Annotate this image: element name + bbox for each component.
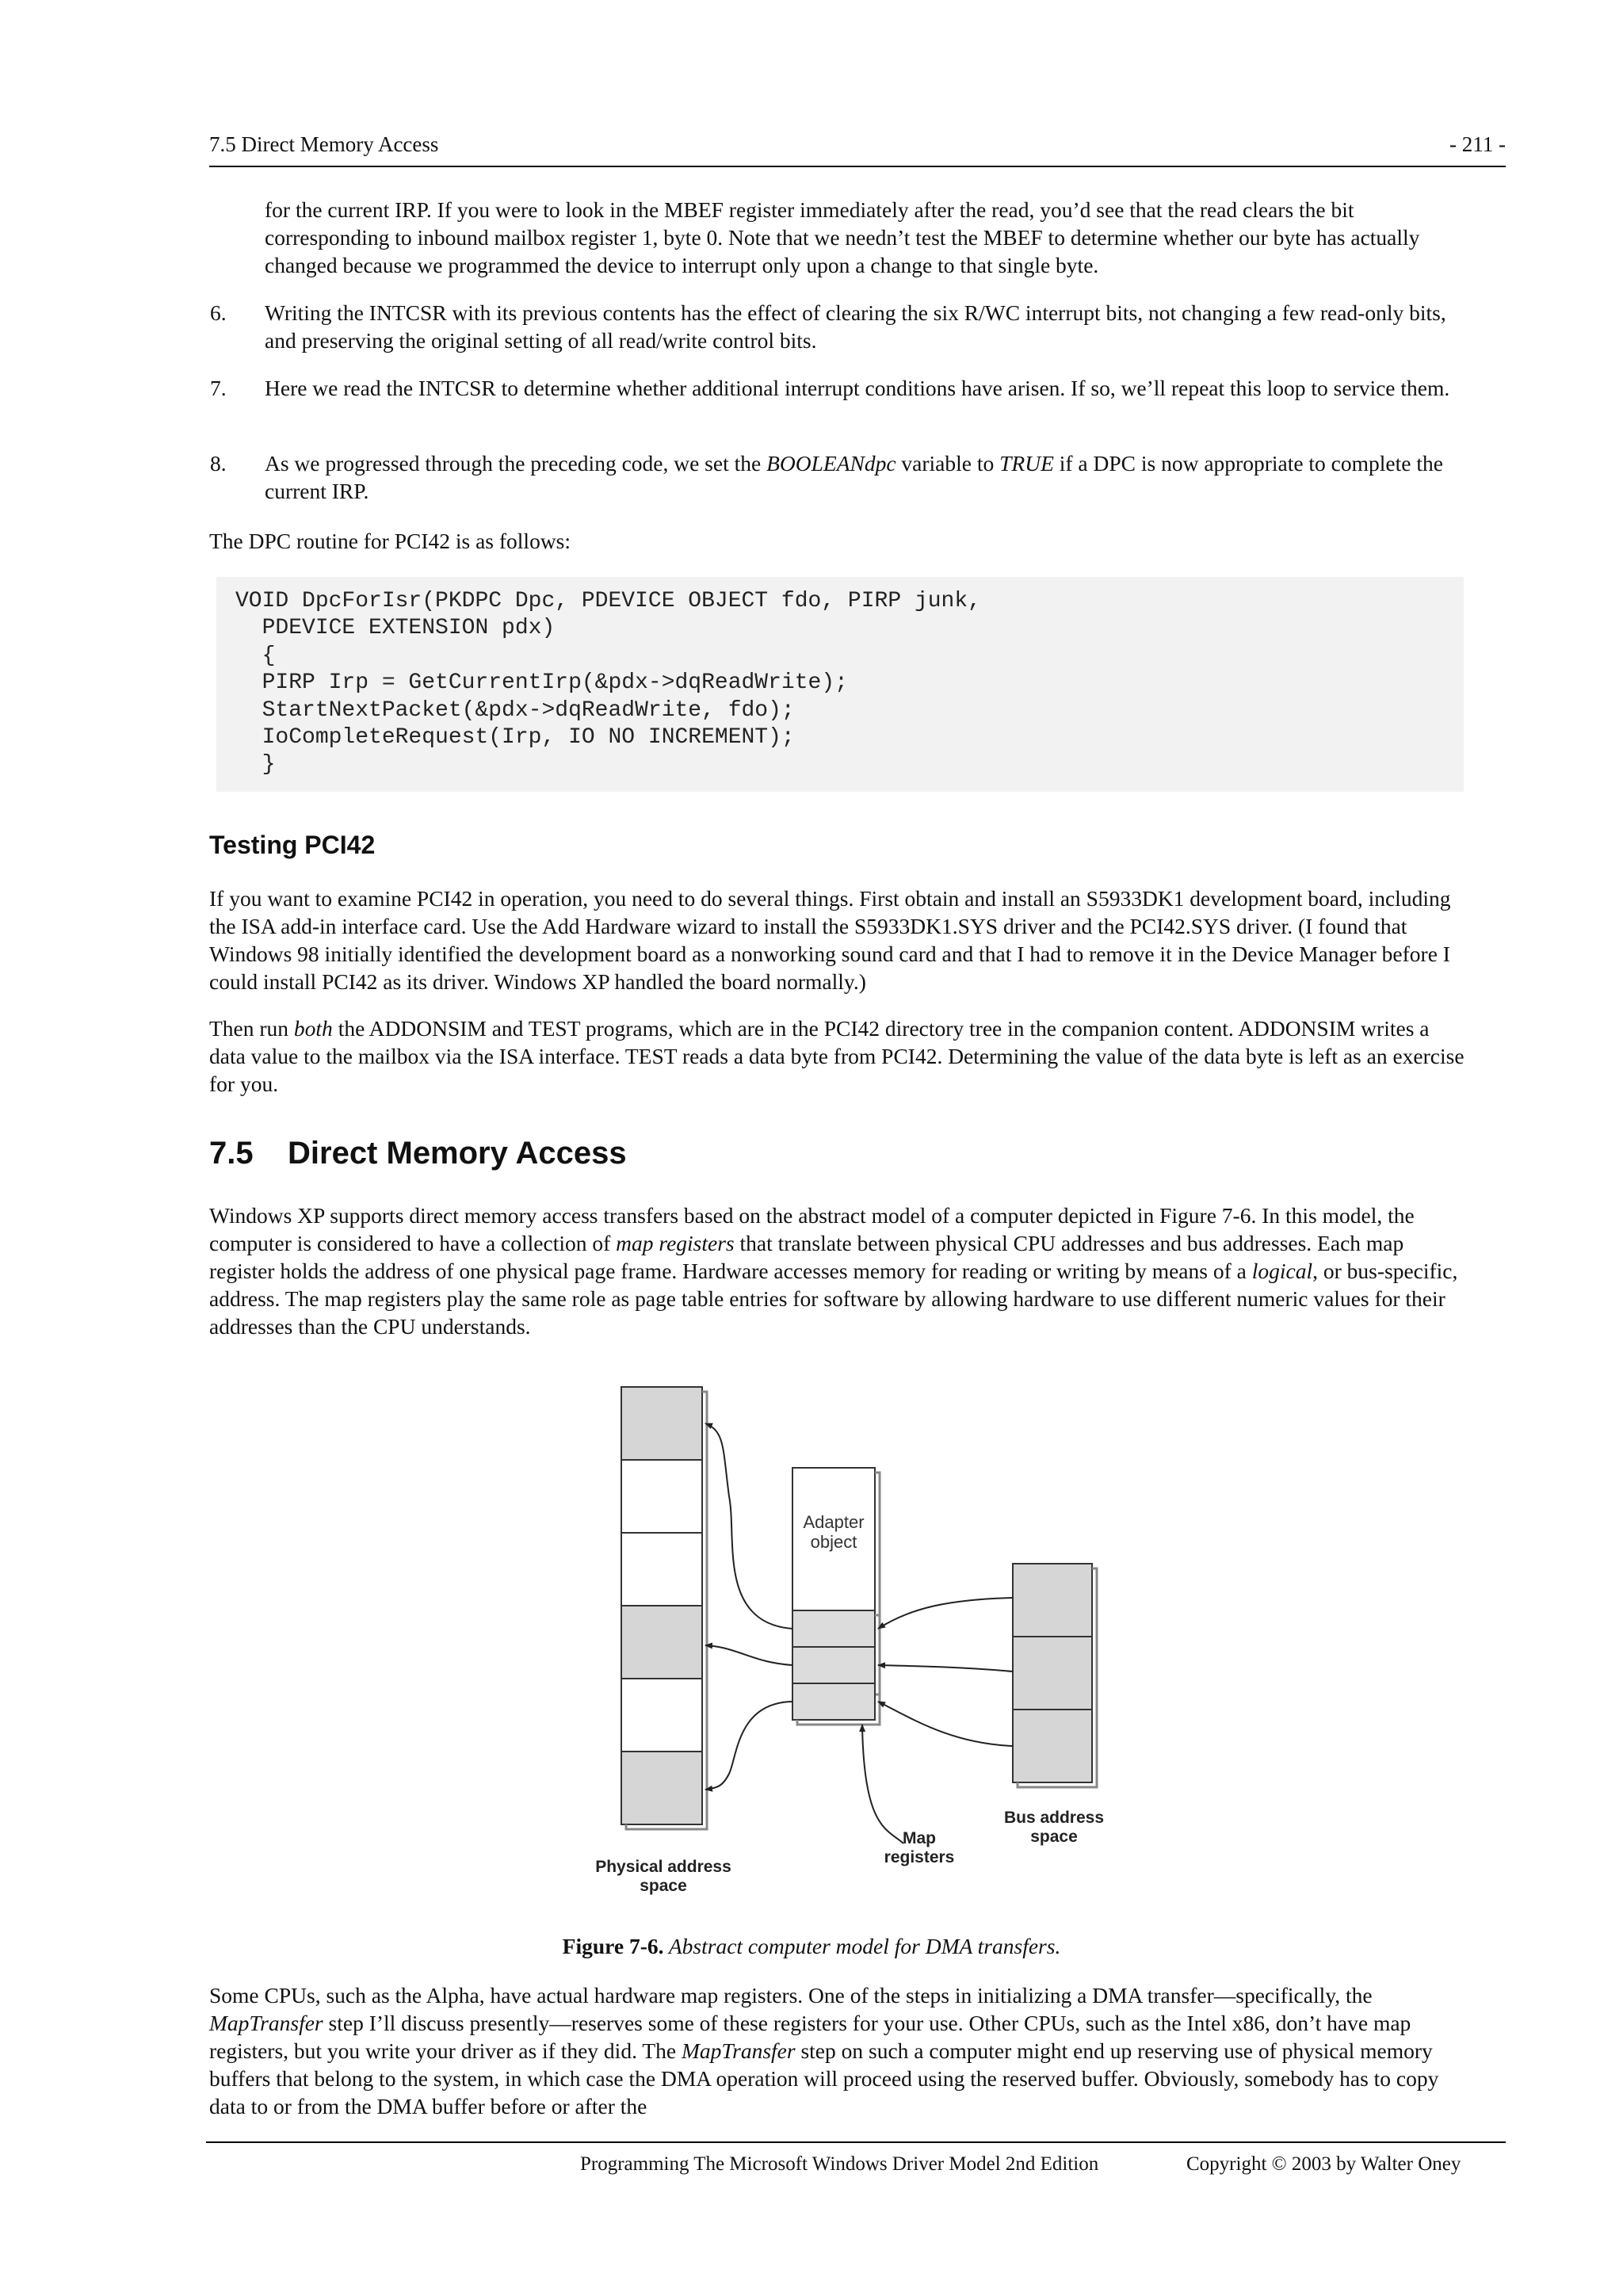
- code-listing: VOID DpcForIsr(PKDPC Dpc, PDEVICE OBJECT fdo, PIRP junk, PDEVICE EXTENSION pdx) { PIRP Irp = GetCurrentIrp(&pdx->dqReadWrite); StartNextPacket(&pdx->dqReadWrite, fdo); IoCompleteRequest(Irp, IO NO INCREMENT); }: [235, 589, 981, 777]
- section-title: Direct Memory Access: [288, 1136, 627, 1171]
- figure-caption: [0, 1934, 1623, 1959]
- running-header: [209, 129, 1506, 167]
- mapping-arrow: [705, 1423, 792, 1629]
- bus-address-space: [1013, 1564, 1097, 1787]
- footer-book-title: Programming The Microsoft Windows Driver Model 2nd Edition: [580, 2153, 1099, 2175]
- header-page-number: - 211 -: [1449, 132, 1506, 156]
- dma-paragraph-2: Some CPUs, such as the Alpha, have actual hardware map registers. One of the steps in initializing a DMA transfer—specifically, the MapTransfer step I’ll discuss presently—reserves some of these registers for your use. Other CPUs, such as the Intel x86, don’t have map registers, but you write your driver as if they did. The MapTransfer step on such a computer might end up reserving use of physical memory buffers that belong to the system, in which case the DMA operation will proceed using the reserved buffer. Obviously, somebody has to copy data to or from the DMA buffer before or after the: [209, 1983, 1439, 2118]
- code-block: [216, 577, 1464, 792]
- footer-rule: [206, 2141, 1506, 2143]
- mapping-arrow: [705, 1702, 792, 1790]
- dma-paragraph-1: Windows XP supports direct memory access transfers based on the abstract model of a computer depicted in Figure 7-6. In this model, the computer is considered to have a collection of map registers that translate between physical CPU addresses and bus addresses. Each map register holds the address of one physical page frame. Hardware accesses memory for reading or writing by means of a logical, or bus-specific, address. The map registers play the same role as page table entries for software by allowing hardware to use different numeric values for their addresses than the CPU understands.: [209, 1203, 1458, 1339]
- dma-model-figure: [579, 1385, 1117, 1908]
- map-registers-pointer: [862, 1725, 903, 1843]
- list-item-text: Writing the INTCSR with its previous contents has the effect of clearing the six R/WC interrupt bits, not changing a few read-only bits, and preserving the original setting of all read/write control bits.: [265, 300, 1446, 353]
- map-register: [792, 1610, 875, 1647]
- physical-address-label-line2: space: [640, 1877, 687, 1895]
- map-registers-label-line2: registers: [884, 1848, 955, 1866]
- list-item-text: Here we read the INTCSR to determine whether additional interrupt conditions have arisen. If so, we’ll repeat this loop to service them.: [265, 376, 1450, 400]
- dma-model-diagram: [579, 1385, 1117, 1908]
- figure-caption-label: Figure 7-6.: [562, 1934, 664, 1958]
- mapping-arrow: [878, 1598, 1013, 1629]
- dpc-intro-text: The DPC routine for PCI42 is as follows:: [209, 529, 571, 553]
- map-register: [792, 1683, 875, 1720]
- figure-caption-text: Abstract computer model for DMA transfers.: [663, 1934, 1061, 1958]
- header-section-title: 7.5 Direct Memory Access: [209, 132, 439, 156]
- bus-address-label-line2: space: [1030, 1828, 1078, 1846]
- physical-address-space: [621, 1387, 707, 1829]
- mapping-arrow: [878, 1665, 1013, 1671]
- list-item-number: 8.: [210, 451, 227, 476]
- testing-paragraph-1: If you want to examine PCI42 in operation, you need to do several things. First obtain and install an S5933DK1 development board, including the ISA add-in interface card. Use the Add Hardware wizard to install the S5933DK1.SYS driver and the PCI42.SYS driver. (I found that Windows 98 initially identified the development board as a nonworking sound card and that I had to remove it in the Device Manager before I could install PCI42 as its driver. Windows XP handled the board normally.): [209, 886, 1451, 994]
- mapping-arrow: [878, 1702, 1013, 1746]
- mapping-arrow: [705, 1645, 792, 1665]
- testing-paragraph-2: Then run both the ADDONSIM and TEST programs, which are in the PCI42 directory tree in the companion content. ADDONSIM writes a data value to the mailbox via the ISA interface. TEST reads a data byte from PCI42. Determining the value of the data byte is left as an exercise for you.: [209, 1016, 1465, 1096]
- adapter-object: [792, 1468, 880, 1725]
- continued-paragraph: for the current IRP. If you were to look in the MBEF register immediately after the read, you’d see that the read clears the bit corresponding to inbound mailbox register 1, byte 0. Note that we needn’t test the MBEF to determine whether our byte has actually changed because we programmed the device to interrupt only upon a change to that single byte.: [265, 197, 1420, 277]
- adapter-label-line1: Adapter: [803, 1512, 865, 1532]
- list-item-text: As we progressed through the preceding code, we set the BOOLEANdpc variable to TRUE if a DPC is now appropriate to complete the current IRP.: [265, 451, 1443, 503]
- section-heading: [209, 1136, 627, 1171]
- list-item-number: 7.: [210, 376, 227, 400]
- map-registers-label-line1: Map: [903, 1829, 936, 1847]
- list-item-number: 6.: [210, 300, 227, 325]
- section-number: 7.5: [209, 1136, 254, 1171]
- subsection-heading: Testing PCI42: [209, 831, 376, 859]
- bus-address-label-line1: Bus address: [1003, 1809, 1105, 1827]
- map-register: [792, 1647, 875, 1683]
- physical-address-label-line1: Physical address: [595, 1858, 731, 1876]
- adapter-label-line2: object: [810, 1532, 857, 1552]
- footer-copyright: Copyright © 2003 by Walter Oney: [1186, 2153, 1461, 2175]
